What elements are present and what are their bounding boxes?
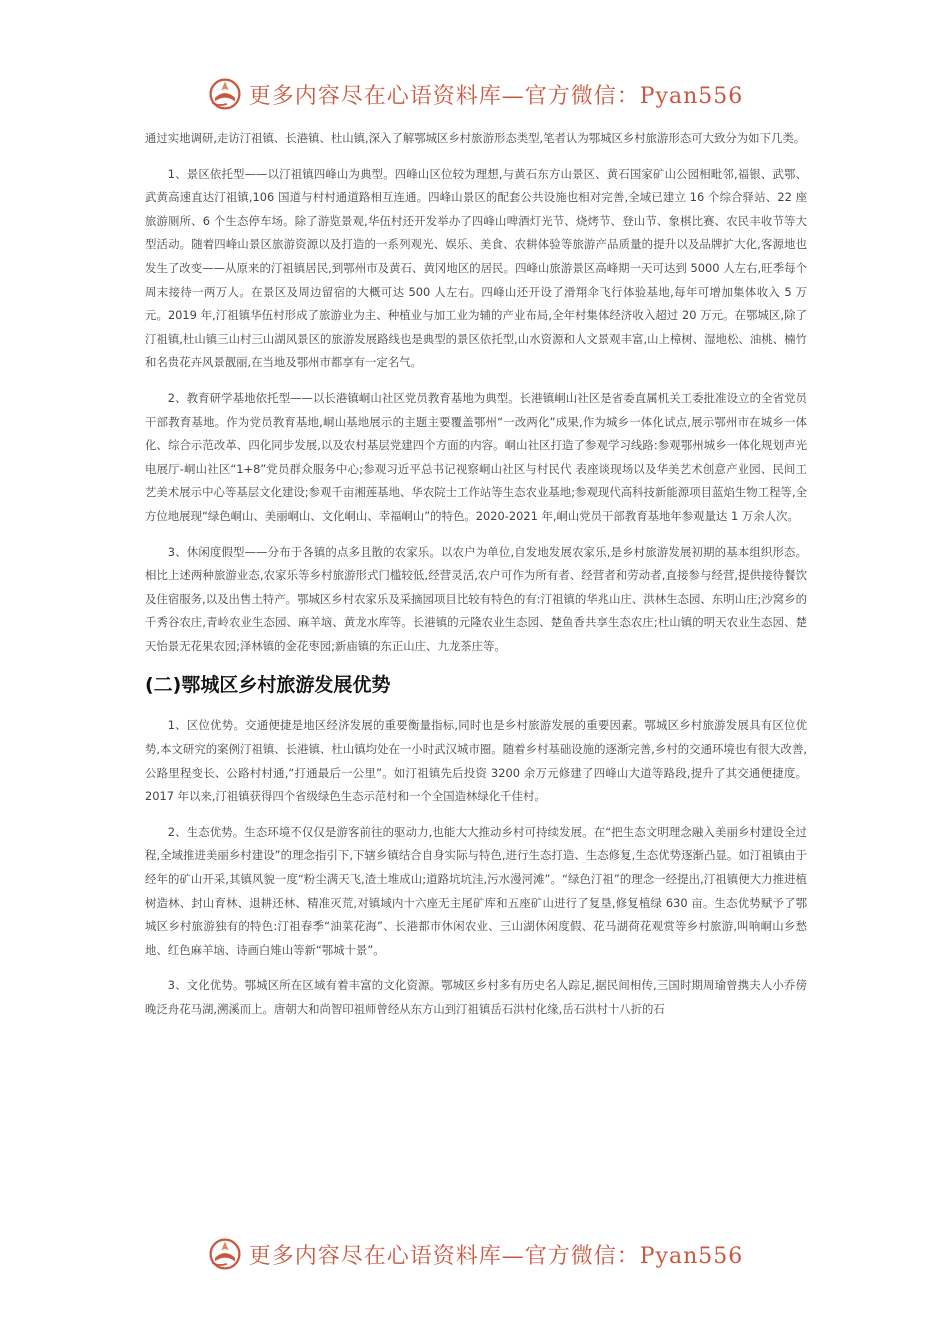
paragraph-ecology-advantage: 2、生态优势。生态环境不仅仅是游客前往的驱动力,也能大大推动乡村可持续发展。在“把生态文明理念融入美丽乡村建设全过程,全域推进美丽乡村建设”的理念指引下,下辖乡镇结合自身实际与特色,进行生态打造、生态修复,生态优势逐渐凸显。如汀祖镇由于经年的矿山开采,其镇风貌一度“粉尘满天飞,渣土堆成山;道路坑坑洼,污水漫河滩”。“绿色汀祖”的理念一经提出,汀祖镇便大力推进植树造林、封山育林、退耕还林、精准灭荒,对镇域内十六座无主尾矿库和五座矿山进行了复垦,修复植绿 630 亩。生态优势赋予了鄂城区乡村旅游独有的特色:汀祖春季“油菜花海”、长港都市休闲农业、三山湖休闲度假、花马湖荷花观赏等乡村旅游,叫响峒山乡愁地、红色麻羊垴、诗画白雉山等新“鄂城十景”。 (145, 824, 807, 957)
paragraph-intro: 通过实地调研,走访汀祖镇、长港镇、杜山镇,深入了解鄂城区乡村旅游形态类型,笔者认为鄂城区乡村旅游形态可大致分为如下几类。 (145, 131, 806, 145)
paragraph-education-type: 2、教育研学基地依托型——以长港镇峒山社区党员教育基地为典型。长港镇峒山社区是省委直属机关工委批准设立的全省党员干部教育基地。作为党员教育基地,峒山基地展示的主题主要覆盖鄂州“一改两化”成果,作为城乡一体化试点,展示鄂州市在城乡一体化、综合示范改革、四化同步发展,以及农村基层党建四个方面的内容。峒山社区打造了参观学习线路:参观鄂州城乡一体化规划声光电展厅-峒山社区“1+8”党员群众服务中心;参观习近平总书记视察峒山社区与村民代 表座谈现场以及华美艺术创意产业园、民间工艺美术展示中心等基层文化建设;参观千亩湘莲基地、华农院士工作站等生态农业基地;参观现代高科技新能源项目蓝焰生物工程等,全方位地展现“绿色峒山、美丽峒山、文化峒山、幸福峒山”的特色。2020-2021 年,峒山党员干部教育基地年参观量达 1 万余人次。 (145, 390, 807, 523)
book-ribbon-logo-icon (207, 1236, 243, 1272)
watermark-text-top: 更多内容尽在心语资料库—官方微信：Pyan556 (248, 83, 744, 109)
book-ribbon-logo-icon (207, 76, 243, 112)
paragraph-culture-advantage: 3、文化优势。鄂城区所在区域有着丰富的文化资源。鄂城区乡村多有历史名人踪足,据民间相传,三国时期周瑜曾携夫人小乔傍晚泛舟花马湖,溯溪而上。唐朝大和尚智印祖师曾经从东方山到汀祖镇岳石洪村化缘,岳石洪村十八折的石 (145, 978, 807, 1016)
watermark-banner-top (0, 74, 950, 114)
paragraph-leisure-type: 3、休闲度假型——分布于各镇的点多且散的农家乐。以农户为单位,自发地发展农家乐,是乡村旅游发展初期的基本组织形态。相比上述两种旅游业态,农家乐等乡村旅游形式门槛较低,经营灵活,农户可作为所有者、经营者和劳动者,直接参与经营,提供接待餐饮及住宿服务,以及出售土特产。鄂城区乡村农家乐及采摘园项目比较有特色的有:汀祖镇的华兆山庄、洪林生态园、东明山庄;沙窝乡的千秀谷农庄,青岭农业生态园、麻羊垴、黄龙水库等。长港镇的元隆农业生态园、楚鱼香共享生态农庄;杜山镇的明天农业生态园、楚天怡景无花果农园;泽林镇的金花枣园;新庙镇的东正山庄、九龙茶庄等。 (145, 544, 807, 653)
watermark-banner-bottom (0, 1234, 950, 1274)
paragraph-location-advantage: 1、区位优势。交通便捷是地区经济发展的重要衡量指标,同时也是乡村旅游发展的重要因素。鄂城区乡村旅游发展具有区位优势,本文研究的案例汀祖镇、长港镇、杜山镇均处在一小时武汉城市圈。随着乡村基础设施的逐渐完善,乡村的交通环境也有很大改善,公路里程变长、公路村村通,“打通最后一公里”。如汀祖镇先后投资 3200 余万元修建了四峰山大道等路段,提升了其交通便捷度。2017 年以来,汀祖镇获得四个省级绿色生态示范村和一个全国造林绿化千佳村。 (145, 718, 807, 804)
section-heading: (二)鄂城区乡村旅游发展优势 (145, 674, 391, 697)
paragraph-scenic-type: 1、景区依托型——以汀祖镇四峰山为典型。四峰山区位较为理想,与黄石东方山景区、黄石国家矿山公园相毗邻,福银、武鄂、武黄高速直达汀祖镇,106 国道与村村通道路相互连通。四峰山景区的配套公共设施也相对完善,全域已建立 16 个综合驿站、22 座旅游厕所、6 个生态停车场。除了游览景观,华伍村还开发举办了四峰山啤酒灯光节、烧烤节、登山节、象棋比赛、农民丰收节等大型活动。随着四峰山景区旅游资源以及打造的一系列观光、娱乐、美食、农耕体验等旅游产品质量的提升以及品牌扩大化,客源地也发生了改变——从原来的汀祖镇居民,到鄂州市及黄石、黄冈地区的居民。四峰山旅游景区高峰期一天可达到 5000 人左右,旺季每个周末接待一两万人。在景区及周边留宿的大概可达 500 人左右。四峰山还开设了滑翔伞飞行体验基地,每年可增加集体收入 5 万元。2019 年,汀祖镇华伍村形成了旅游业为主、种植业与加工业为辅的产业布局,全年村集体经济收入超过 20 万元。在鄂城区,除了汀祖镇,杜山镇三山村三山湖风景区的旅游发展路线也是典型的景区依托型,山水资源和人文景观丰富,山上樟树、湿地松、油桃、楠竹和名贵花卉风景靓丽,在当地及鄂州市都享有一定名气。 (145, 166, 807, 370)
watermark-text-bottom: 更多内容尽在心语资料库—官方微信：Pyan556 (248, 1243, 744, 1269)
document-body (145, 127, 807, 1034)
